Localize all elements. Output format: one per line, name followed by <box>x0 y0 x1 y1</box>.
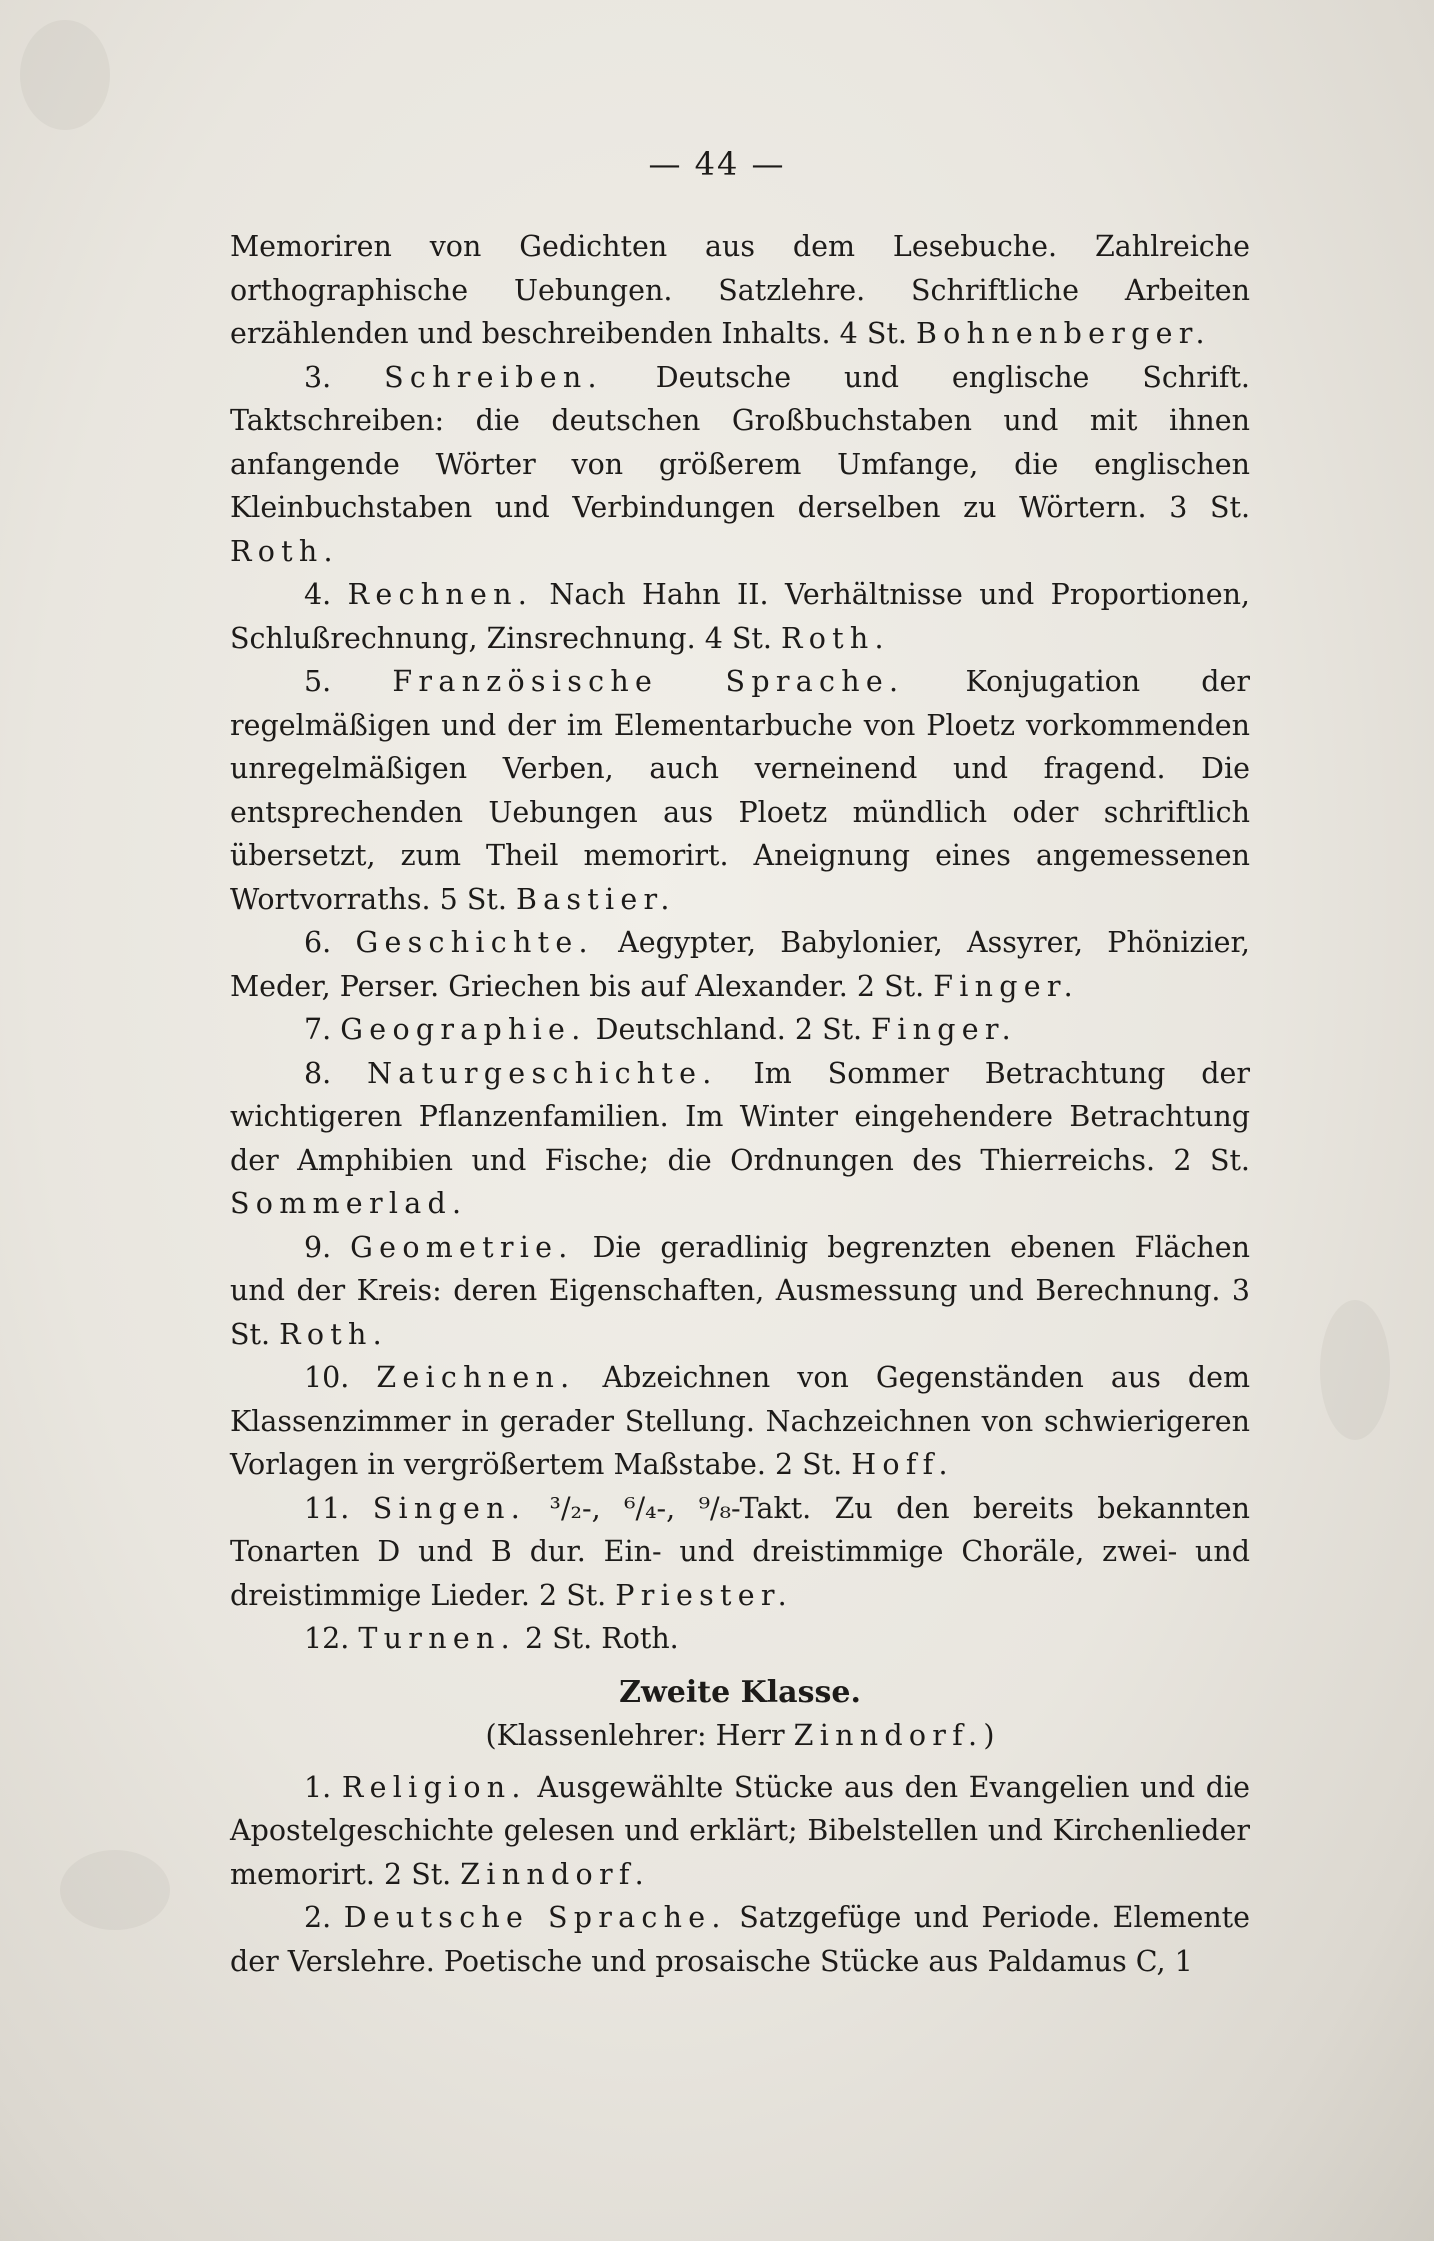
spaced-name: Schreiben. <box>384 360 603 394</box>
paragraph <box>230 921 1250 1008</box>
text-run: Konjugation der regelmäßigen und der im Elementarbuche von Ploetz vorkommenden unregelmäßigen Verben, auch verneinend und fragend. Die entsprechenden Uebungen aus Ploetz mündlich oder schriftlich übersetzt, zum Theil memorirt. Aneignung eines angemessenen Wortvorraths. 5 St. <box>230 665 1250 916</box>
paragraph <box>230 1766 1250 1897</box>
text-run: ³/₂-, ⁶/₄-, ⁹/₈-Takt. Zu den bereits bekannten Tonarten D und B dur. Ein- und dreistimmige Choräle, zwei- und dreistimmige Lieder. 2 St. <box>230 1491 1250 1612</box>
section-subheading <box>230 1714 1250 1758</box>
paragraph <box>230 1356 1250 1487</box>
text-run: Satzgefüge und Periode. Elemente der Verslehre. Poetische und prosaische Stücke aus Paldamus C, 1 <box>230 1901 1251 1978</box>
spaced-name: Priester. <box>615 1578 794 1612</box>
text-run: Aegypter, Babylonier, Assyrer, Phönizier, Meder, Perser. Griechen bis auf Alexander. 2 St. <box>230 926 1250 1003</box>
text-run: Zweite Klasse. <box>619 1674 861 1710</box>
paragraph <box>230 356 1250 574</box>
spaced-name: Roth. <box>279 1317 388 1351</box>
paragraph <box>230 1226 1250 1357</box>
spaced-name: Religion. <box>341 1770 527 1804</box>
spaced-name: Roth. <box>781 621 890 655</box>
paragraph <box>230 1052 1250 1226</box>
text-run: Die geradlinig begrenzten ebenen Flächen und der Kreis: deren Eigenschaften, Ausmessung und Berechnung. 3 St. <box>230 1230 1250 1351</box>
spaced-name: Deutsche Sprache. <box>343 1901 727 1934</box>
text-run: 4. <box>304 578 348 611</box>
paragraph <box>230 1008 1250 1052</box>
spaced-name: Finger. <box>933 969 1080 1003</box>
paragraph <box>230 1487 1250 1618</box>
paragraph <box>230 1896 1250 1983</box>
spaced-name: Geographie. <box>340 1013 587 1046</box>
spaced-name: Finger. <box>871 1013 1017 1046</box>
spaced-name: Zinndorf. <box>793 1719 984 1752</box>
spaced-name: Sommerlad. <box>230 1187 468 1220</box>
text-run: 2 St. Roth. <box>515 1622 679 1655</box>
text-run: 6. <box>304 926 356 959</box>
text-run: Im Sommer Betrachtung der wichtigeren Pflanzenfamilien. Im Winter eingehendere Betrachtung der Amphibien und Fische; die Ordnungen des Thierreichs. 2 St. <box>230 1056 1250 1177</box>
text-run: Abzeichnen von Gegenständen aus dem Klassenzimmer in gerader Stellung. Nachzeichnen von schwierigeren Vorlagen in vergrößertem Maßstabe. 2 St. <box>230 1361 1250 1481</box>
paragraph <box>230 573 1250 660</box>
text-run: 10. <box>304 1361 377 1394</box>
paragraph <box>230 660 1250 921</box>
text-run: 5. <box>304 665 393 698</box>
spaced-name: Roth. <box>230 534 339 568</box>
text-run: Deutschland. 2 St. <box>586 1013 872 1046</box>
spaced-name: Singen. <box>372 1491 527 1525</box>
spaced-name: Turnen. <box>358 1622 516 1655</box>
spaced-name: Naturgeschichte. <box>367 1056 718 1090</box>
text-run: (Klassenlehrer: Herr <box>485 1719 794 1752</box>
page-number: — 44 — <box>648 145 786 183</box>
text-run: Memoriren von Gedichten aus dem Lesebuche. Zahlreiche orthographische Uebungen. Satzlehre. Schriftliche Arbeiten erzählenden und beschreibenden Inhalts. 4 St. <box>230 230 1250 350</box>
text-run: 12. <box>304 1622 359 1655</box>
paper-stain <box>20 20 110 130</box>
text-run: ) <box>983 1719 995 1752</box>
document-body <box>230 225 1250 1983</box>
paper-stain <box>60 1850 170 1930</box>
text-run: Ausgewählte Stücke aus den Evangelien und die Apostelgeschichte gelesen und erklärt; Bibelstellen und Kirchenlieder memorirt. 2 St. <box>230 1770 1250 1891</box>
paragraph <box>230 1617 1250 1661</box>
text-run: Nach Hahn II. Verhältnisse und Proportionen, Schlußrechnung, Zinsrechnung. 4 St. <box>230 578 1250 655</box>
spaced-name: Geometrie. <box>350 1230 574 1264</box>
spaced-name: Geschichte. <box>355 926 594 959</box>
spaced-name: Bastier. <box>515 882 676 916</box>
text-run: 9. <box>304 1230 351 1264</box>
text-run: 2. <box>304 1901 344 1934</box>
spaced-name: Zeichnen. <box>376 1361 576 1394</box>
spaced-name: Rechnen. <box>347 578 534 611</box>
text-run: 1. <box>304 1770 342 1804</box>
paper-stain <box>1320 1300 1390 1440</box>
spaced-name: Französische Sprache. <box>392 665 905 698</box>
text-run: 7. <box>304 1013 341 1046</box>
paragraph <box>230 225 1250 356</box>
text-run: 3. <box>304 360 385 394</box>
section-heading <box>230 1671 1250 1715</box>
text-run: 8. <box>304 1056 368 1090</box>
spaced-name: Zinndorf. <box>460 1857 650 1891</box>
spaced-name: Bohnenberger. <box>915 317 1211 350</box>
spaced-name: Hoff. <box>851 1448 954 1481</box>
text-run: 11. <box>304 1491 373 1525</box>
text-run: Deutsche und englische Schrift. Taktschreiben: die deutschen Großbuchstaben und mit ihnen anfangende Wörter von größerem Umfange, die englischen Kleinbuchstaben und Verbindungen derselben zu Wörtern. 3 St. <box>230 360 1250 524</box>
